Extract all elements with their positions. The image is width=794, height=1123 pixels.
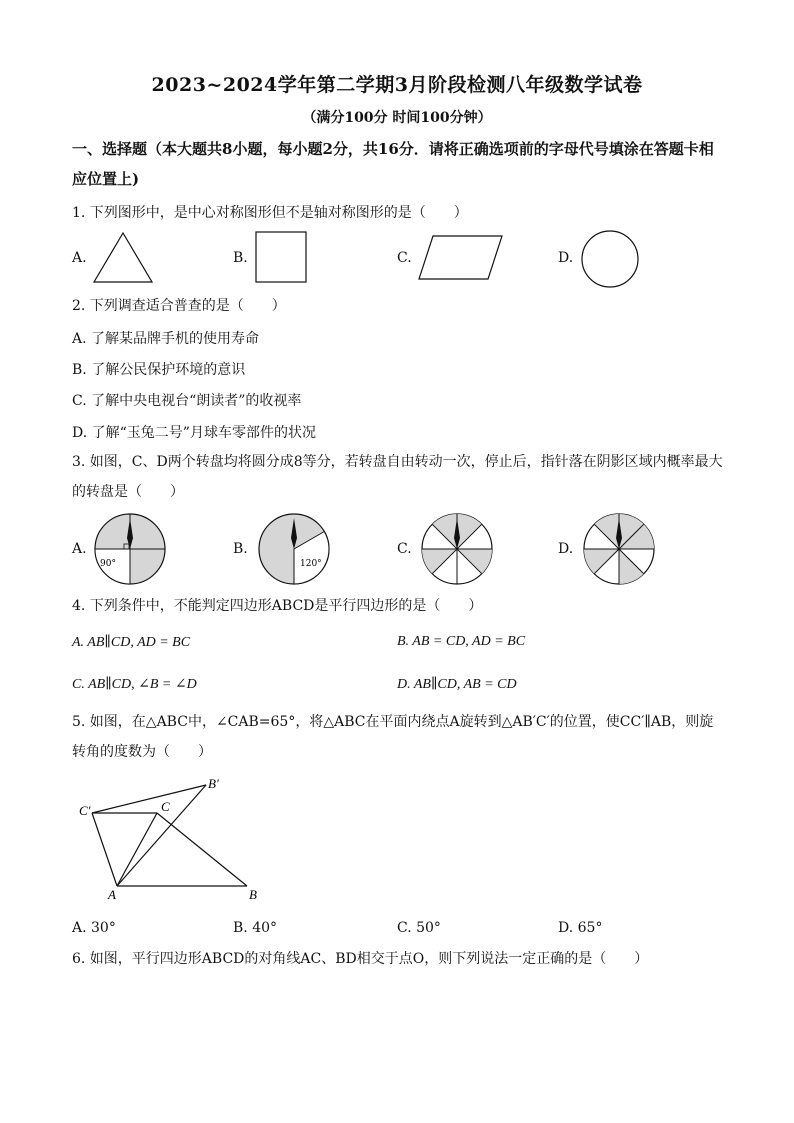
q4-option-c: C. AB∥CD, ∠B = ∠D [72,677,197,692]
q5-option-c: C. 50° [397,920,441,936]
point-b-prime: B′ [208,776,219,791]
q3-label-d: D. [558,541,574,557]
q1-label-c: C. [397,250,412,266]
question-1-stem: 1. 下列图形中，是中心对称图形但不是轴对称图形的是（ ） [72,205,468,221]
point-c-prime: C′ [79,803,91,818]
q1-label-b: B. [233,250,248,266]
q5-option-a: A. 30° [72,920,116,936]
q4-option-a: A. AB∥CD, AD = BC [72,635,191,650]
q1-label-a: A. [72,250,87,266]
q5-option-b: B. 40° [233,920,278,936]
q2-option-b: B. 了解公民保护环境的意识 [72,362,246,378]
question-4-stem: 4. 下列条件中，不能判定四边形ABCD是平行四边形的是（ ） [72,598,483,614]
question-3-stem: 3. 如图，C、D两个转盘均将圆分成8等分，若转盘自由转动一次，停止后，指针落在阴影区域内概率最大的转盘是（ ） [72,454,723,500]
spinner-b-angle: 120° [300,559,322,569]
q2-option-d: D. 了解“玉兔二号”月球车零部件的状况 [72,425,316,441]
q5-option-d: D. 65° [558,920,603,936]
section-heading: 一、选择题（本大题共8小题，每小题2分，共16分．请将正确选项前的字母代号填涂在答题卡相应位置上) [72,140,714,188]
point-b: B [249,887,257,902]
q3-label-a: A. [72,541,87,557]
q4-option-b: B. AB = CD, AD = BC [397,634,526,649]
point-a: A [108,887,116,902]
q1-label-d: D. [558,250,574,266]
question-2-stem: 2. 下列调查适合普查的是（ ） [72,298,286,314]
q4-option-d: D. AB∥CD, AB = CD [397,677,517,692]
page-title: 2023~2024学年第二学期3月阶段检测八年级数学试卷 [151,74,643,96]
point-c: C [161,799,170,814]
spinner-a-angle: 90° [100,559,116,569]
page-subtitle: （满分100分 时间100分钟） [302,110,492,126]
q3-label-c: C. [397,541,412,557]
question-5-stem: 5. 如图，在△ABC中，∠CAB=65°，将△ABC在平面内绕点A旋转到△AB′C′的位置，使CC′∥AB，则旋转角的度数为（ ） [72,714,714,760]
q3-label-b: B. [233,541,248,557]
q2-option-a: A. 了解某品牌手机的使用寿命 [72,331,260,347]
question-6-stem: 6. 如图，平行四边形ABCD的对角线AC、BD相交于点O，则下列说法一定正确的是（ ） [72,951,649,967]
q2-option-c: C. 了解中央电视台“朗读者”的收视率 [72,393,302,409]
